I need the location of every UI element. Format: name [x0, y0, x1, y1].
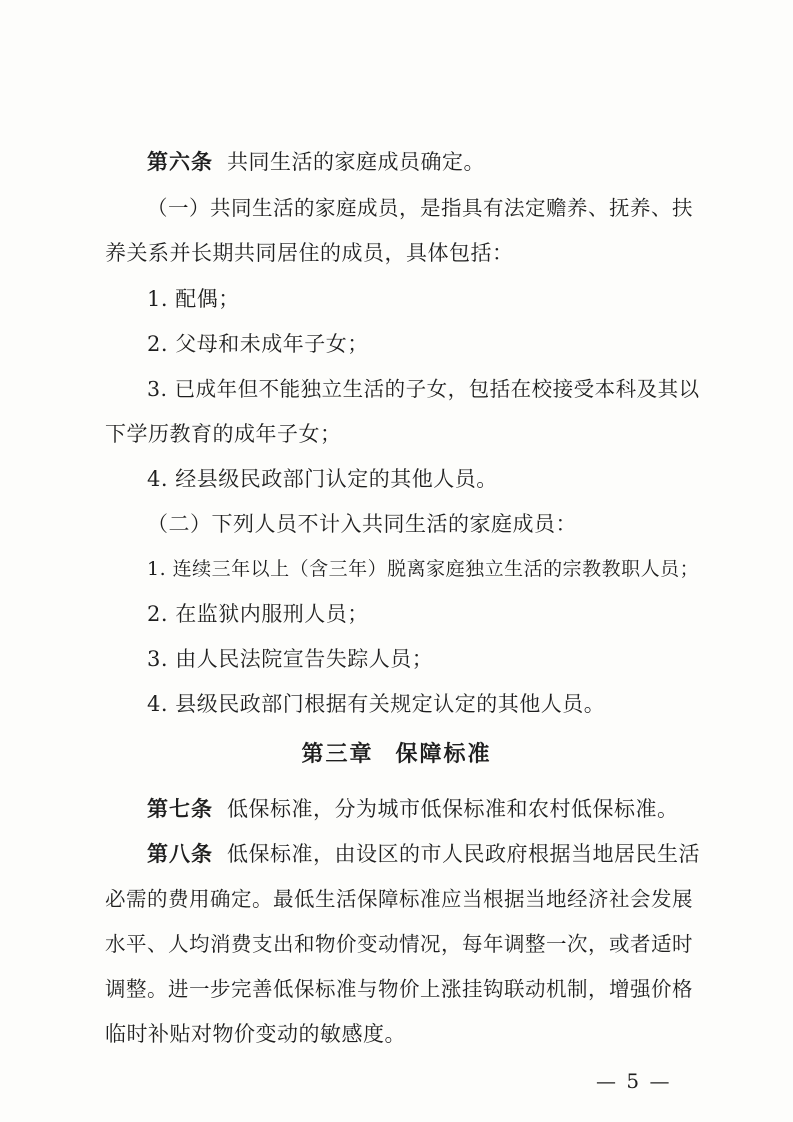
list-item: 1. 配偶；: [147, 287, 240, 311]
chapter-heading: [0, 741, 793, 769]
article-8-continuation: 调整。进一步完善低保标准与物价上涨挂钩联动机制，增强价格: [105, 977, 693, 1001]
section-2-heading: （二）下列人员不计入共同生活的家庭成员：: [147, 512, 577, 536]
article-8-continuation: 临时补贴对物价变动的敏感度。: [105, 1022, 406, 1046]
article-6-line: [147, 148, 485, 176]
list-item: 2. 在监狱内服刑人员；: [147, 602, 369, 626]
list-item: 4. 县级民政部门根据有关规定认定的其他人员。: [147, 692, 606, 716]
chapter-title: 保障标准: [395, 742, 492, 767]
article-8-continuation: 必需的费用确定。最低生活保障标准应当根据当地经济社会发展: [105, 887, 693, 911]
list-item: 3. 由人民法院宣告失踪人员；: [147, 647, 434, 671]
chapter-label: 第三章: [301, 742, 374, 767]
article-7-text: 低保标准，分为城市低保标准和农村低保标准。: [227, 797, 679, 821]
list-item-continuation: 下学历教育的成年子女；: [105, 422, 342, 446]
list-item: 4. 经县级民政部门认定的其他人员。: [147, 467, 498, 491]
list-item: 2. 父母和未成年子女；: [147, 332, 369, 356]
article-7-line: [147, 795, 679, 823]
page-number: — 5 —: [596, 1069, 672, 1093]
list-item: 3. 已成年但不能独立生活的子女，包括在校接受本科及其以: [147, 377, 700, 401]
article-6-text: 共同生活的家庭成员确定。: [227, 150, 485, 174]
article-8-line: [147, 840, 700, 868]
article-6-label: 第六条: [147, 149, 213, 174]
article-8-label: 第八条: [147, 841, 213, 866]
section-1-heading: （一）共同生活的家庭成员，是指具有法定赡养、抚养、扶: [147, 196, 693, 220]
article-7-label: 第七条: [147, 796, 213, 821]
article-8-text: 低保标准，由设区的市人民政府根据当地居民生活: [227, 842, 700, 866]
section-1-continuation: 养关系并长期共同居住的成员，具体包括：: [105, 241, 514, 265]
list-item: 1. 连续三年以上（含三年）脱离家庭独立生活的宗教教职人员；: [147, 558, 700, 580]
article-8-continuation: 水平、人均消费支出和物价变动情况，每年调整一次，或者适时: [105, 932, 693, 956]
